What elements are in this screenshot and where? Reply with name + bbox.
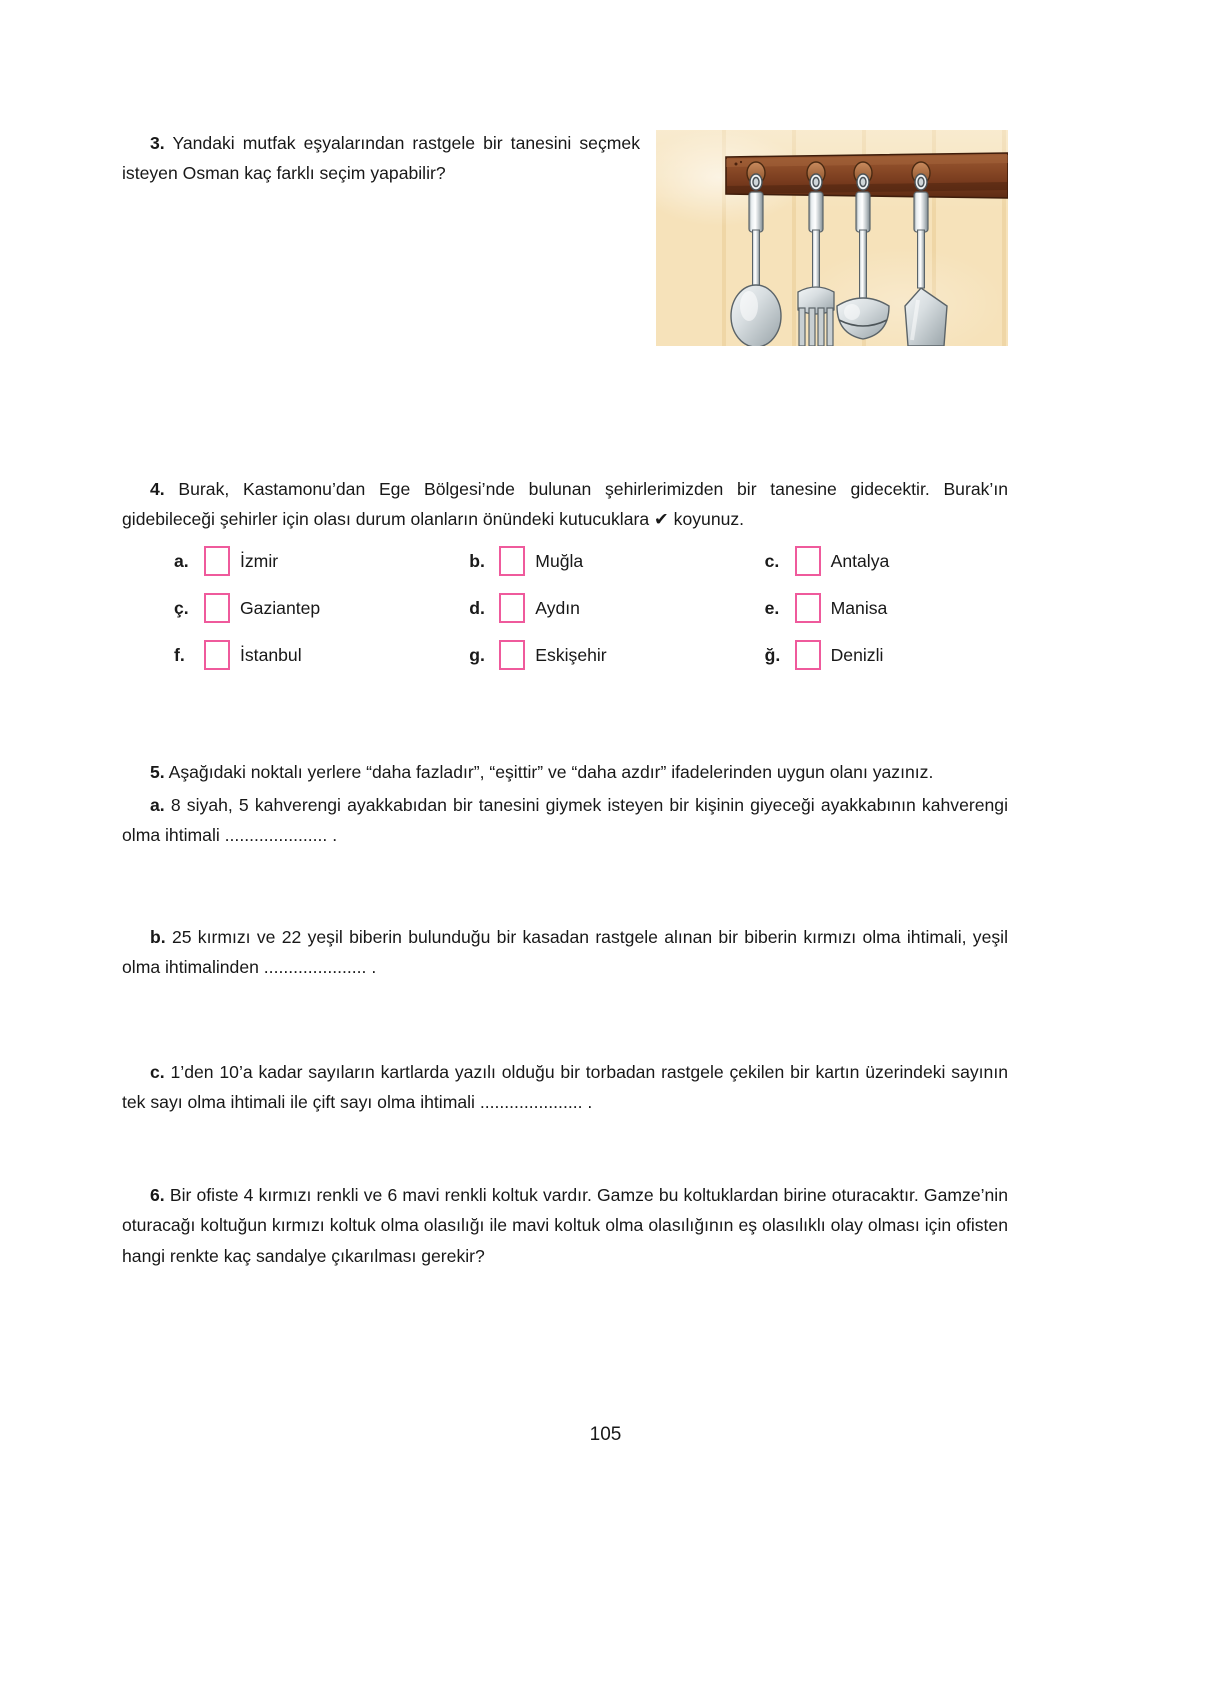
question-5c-text: 1’den 10’a kadar sayıların kartlarda yazılı olduğu bir torbadan rastgele çekilen bir kartın üzerindeki sayının tek sayı olma ihtimali ile çift sayı olma ihtimali ..................... .: [122, 1062, 1008, 1113]
question-6-number: 6.: [150, 1185, 165, 1205]
question-6-paragraph: [122, 1180, 1008, 1271]
question-5-item-c: [122, 1057, 1008, 1118]
option-letter: b.: [469, 550, 485, 571]
question-5a-text: 8 siyah, 5 kahverengi ayakkabıdan bir tanesini giymek isteyen bir kişinin giyeceği ayakkabının kahverengi olma ihtimali ..................... .: [122, 795, 1008, 846]
checkbox-gaziantep[interactable]: [204, 593, 230, 623]
option-row: [122, 640, 1008, 670]
checkbox-antalya[interactable]: [795, 546, 821, 576]
option-letter: a.: [174, 550, 189, 571]
option-row: [122, 546, 1008, 576]
question-5-number: 5.: [150, 762, 165, 782]
ladle-icon: [837, 192, 889, 339]
question-3-paragraph: [122, 128, 640, 189]
option-letter: e.: [764, 597, 780, 618]
spoon-icon: [731, 192, 781, 346]
checkbox-eskisehir[interactable]: [499, 640, 525, 670]
option-letter: d.: [469, 597, 485, 618]
question-4-number: 4.: [150, 479, 165, 499]
option-label: İzmir: [240, 550, 279, 571]
checkbox-aydin[interactable]: [499, 593, 525, 623]
question-5b-paragraph: [122, 922, 1008, 983]
utensils-drawing: [656, 130, 1008, 346]
question-6-text: Bir ofiste 4 kırmızı renkli ve 6 mavi renkli koltuk vardır. Gamze bu koltuklardan birine oturacaktır. Gamze’nin oturacağı koltuğun kırmızı koltuk olma olasılığı ile mavi koltuk olma olasılığının eş olasılıklı olay olması için ofisten hangi renkte kaç sandalye çıkarılması gerekir?: [122, 1185, 1009, 1266]
question-4-paragraph: [122, 474, 1008, 535]
option-manisa[interactable]: [713, 593, 1008, 623]
question-3: [122, 128, 640, 189]
question-5b-text: 25 kırmızı ve 22 yeşil biberin bulunduğu bir kasadan rastgele alınan bir biberin kırmızı olma ihtimali, yeşil olma ihtimalinden ..................... .: [122, 927, 1009, 978]
kitchen-utensils-image: [656, 130, 1008, 346]
question-5c-paragraph: [122, 1057, 1008, 1118]
option-letter: ğ.: [764, 644, 781, 665]
option-label: Manisa: [830, 597, 888, 618]
question-4-option-grid: [122, 546, 1008, 687]
option-antalya[interactable]: [713, 546, 1008, 576]
option-letter: f.: [174, 644, 185, 665]
option-gaziantep[interactable]: [122, 593, 417, 623]
question-5b-letter: b.: [150, 927, 166, 947]
checkbox-istanbul[interactable]: [204, 640, 230, 670]
checkbox-denizli[interactable]: [795, 640, 821, 670]
question-5: [122, 757, 1008, 787]
checkbox-mugla[interactable]: [499, 546, 525, 576]
question-5-text: Aşağıdaki noktalı yerlere “daha fazladır”, “eşittir” ve “daha azdır” ifadelerinden uygun olanı yazınız.: [168, 762, 934, 782]
option-label: İstanbul: [240, 644, 302, 665]
question-3-number: 3.: [150, 133, 165, 153]
option-mugla[interactable]: [417, 546, 712, 576]
option-label: Aydın: [535, 597, 580, 618]
option-izmir[interactable]: [122, 546, 417, 576]
option-denizli[interactable]: [713, 640, 1008, 670]
option-label: Muğla: [535, 550, 584, 571]
question-5-item-a: [122, 790, 1008, 851]
option-letter: c.: [764, 550, 780, 571]
option-letter: g.: [469, 644, 485, 665]
option-label: Denizli: [830, 644, 884, 665]
option-aydin[interactable]: [417, 593, 712, 623]
option-label: Eskişehir: [535, 644, 607, 665]
question-6: [122, 1180, 1008, 1271]
option-letter: ç.: [174, 597, 189, 618]
option-label: Gaziantep: [240, 597, 321, 618]
spatula-icon: [905, 192, 947, 346]
checkbox-izmir[interactable]: [204, 546, 230, 576]
question-4-text: Burak, Kastamonu’dan Ege Bölgesi’nde bulunan şehirlerimizden bir tanesine gidecektir. Burak’ın gidebileceği şehirler için olası durum olanların önündeki kutucuklara ✔ koyunuz.: [122, 479, 1008, 530]
question-5a-paragraph: [122, 790, 1008, 851]
page-number: 105: [589, 1424, 622, 1445]
question-3-text: Yandaki mutfak eşyalarından rastgele bir tanesini seçmek isteyen Osman kaç farklı seçim yapabilir?: [122, 133, 641, 184]
option-eskisehir[interactable]: [417, 640, 712, 670]
fork-icon: [798, 192, 834, 346]
option-row: [122, 593, 1008, 623]
question-5-paragraph: [122, 757, 1008, 787]
question-5-item-b: [122, 922, 1008, 983]
checkbox-manisa[interactable]: [795, 593, 821, 623]
question-5c-letter: c.: [150, 1062, 165, 1082]
question-5a-letter: a.: [150, 795, 165, 815]
option-label: Antalya: [830, 550, 890, 571]
option-istanbul[interactable]: [122, 640, 417, 670]
question-4: [122, 474, 1008, 535]
